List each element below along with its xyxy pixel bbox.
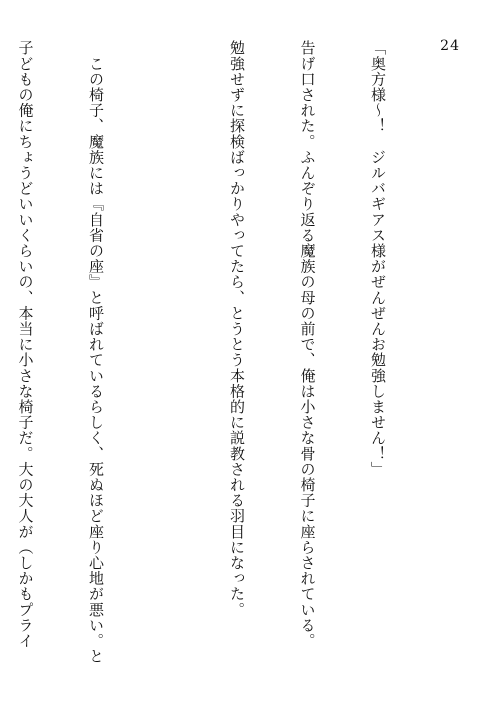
text-line: 子どもの俺にちょうどいいくらいの、本当に小さな椅子だ。大の大人が（しかもプライ [16,40,35,649]
text-line: この椅子、魔族には『自省の座』と呼ばれているらしく、死ぬほど座り心地が悪い。と [87,40,105,664]
text-line: 「奥方様〜！ ジルバギアス様がぜんぜんお勉強しません！」 [369,40,387,477]
body-text [0,40,436,670]
text-line: 勉強せずに探検ばっかりやってたら、とうとう本格的に説教される羽目になった。 [228,40,246,618]
text-line: 告げ口された。ふんぞり返る魔族の母の前で、俺は小さな骨の椅子に座らされている。 [298,40,317,649]
section-break [154,40,178,670]
page-number: 24 [440,38,460,54]
